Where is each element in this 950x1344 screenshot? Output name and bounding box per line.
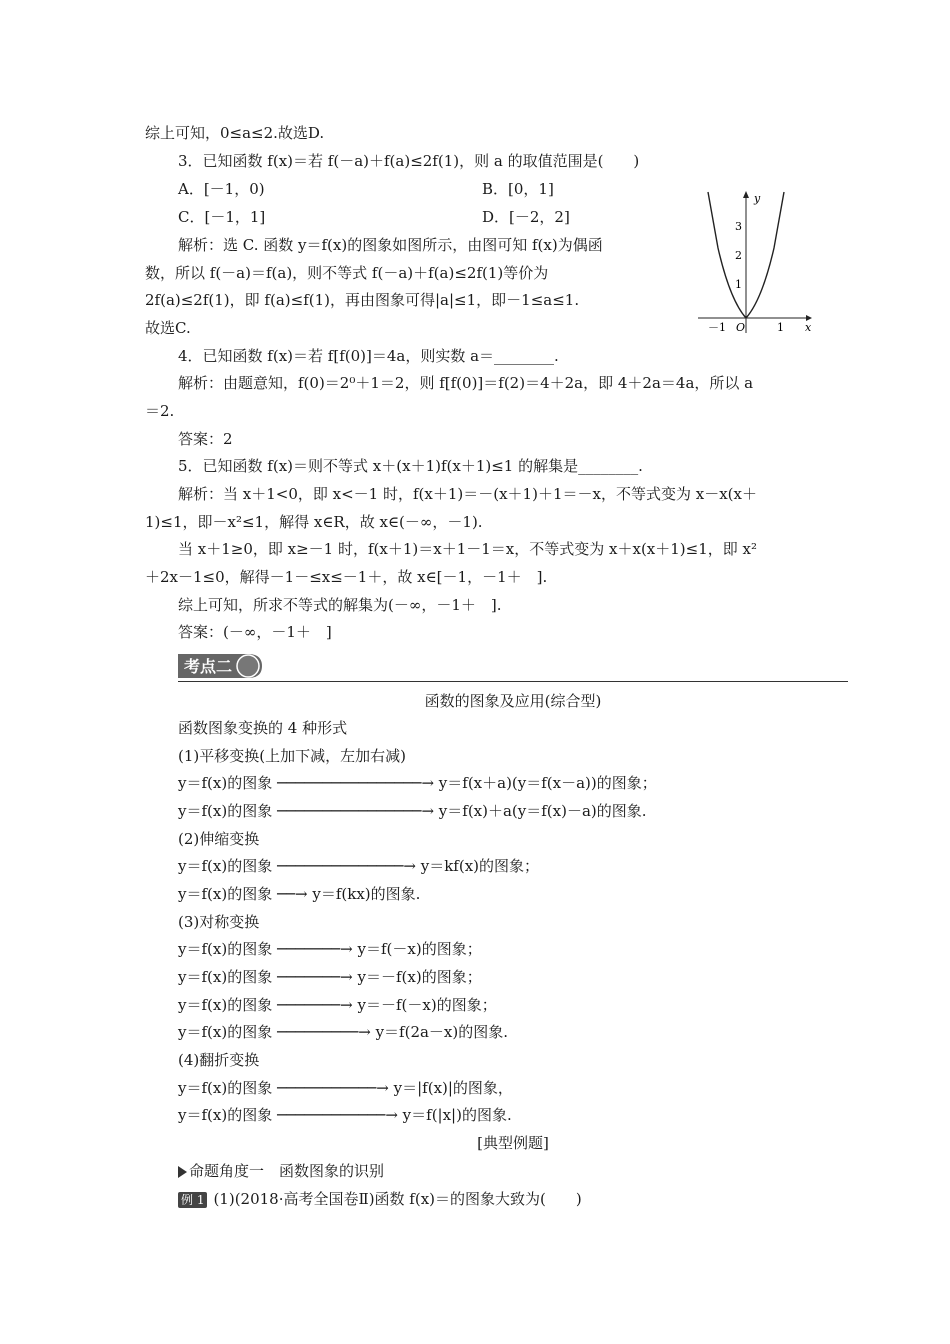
example-text: (1)(2018·高考全国卷Ⅱ)函数 f(x)＝的图象大致为( ) — [213, 1190, 582, 1208]
section-badge — [178, 652, 263, 680]
analysis-line: 解析：由题意知，f(0)＝2⁰＋1＝2，则 f[f(0)]＝f(2)＝4＋2a，即 4＋2a＝4a，所以 a — [178, 374, 754, 392]
typical-examples-heading: [典型例题] — [477, 1134, 549, 1152]
analysis-line: 解析：当 x＋1<0，即 x<－1 时，f(x＋1)＝－(x＋1)＋1＝－x，不等式变为 x－x(x＋ — [178, 485, 757, 503]
transform-line: y＝f(x)的图象 ───────────→ y＝|f(x)|的图象， — [178, 1079, 513, 1097]
answer-line: 答案：(－∞，－1＋ ] — [178, 623, 332, 641]
transform-line: y＝f(x)的图象 ────────────────→ y＝f(x＋a)(y＝f(x－a))的图象； — [178, 774, 657, 792]
y-axis-label: y — [754, 192, 761, 205]
y-tick-label: 3 — [735, 220, 742, 233]
question-5: 5．已知函数 f(x)＝则不等式 x＋(x＋1)f(x＋1)≤1 的解集是________. — [178, 457, 643, 475]
transform-line: y＝f(x)的图象 ──→ y＝f(kx)的图象. — [178, 885, 421, 903]
analysis-line: 故选C. — [145, 319, 191, 337]
answer-line: 答案：2 — [178, 430, 233, 448]
angle-heading — [178, 1161, 384, 1181]
transform-line: y＝f(x)的图象 ───────→ y＝－f(－x)的图象； — [178, 996, 497, 1014]
analysis-line: 1)≤1，即－x²≤1，解得 x∈R，故 x∈(－∞，－1). — [145, 513, 483, 531]
text-line: 综上可知，0≤a≤2.故选D. — [145, 124, 325, 142]
analysis-line: ＝2. — [145, 402, 175, 420]
analysis-line: ＋2x－1≤0，解得－1－≤x≤－1＋，故 x∈[－1，－1＋ ]. — [145, 568, 548, 586]
y-tick-label: 1 — [735, 278, 742, 291]
transform-line: y＝f(x)的图象 ────────────→ y＝f(|x|)的图象. — [178, 1106, 512, 1124]
section-title: 函数的图象及应用(综合型) — [424, 692, 602, 710]
example-line — [178, 1189, 582, 1209]
example-badge: 例 1 — [178, 1192, 207, 1208]
y-axis-arrow — [743, 191, 749, 198]
analysis-line: 数，所以 f(－a)＝f(a)，则不等式 f(－a)＋f(a)≤2f(1)等价为 — [145, 264, 549, 282]
x-tick-label: －1 — [708, 321, 726, 334]
transform-line: y＝f(x)的图象 ─────────→ y＝f(2a－x)的图象. — [178, 1023, 509, 1041]
x-tick-label: 1 — [777, 321, 784, 334]
subheading: (4)翻折变换 — [178, 1051, 260, 1069]
analysis-line: 2f(a)≤2f(1)，即 f(a)≤f(1)，再由图象可得|a|≤1，即－1≤a≤1. — [145, 291, 580, 309]
function-graph — [690, 188, 820, 336]
angle-label: 命题角度一 函数图象的识别 — [189, 1162, 385, 1180]
subheading: (1)平移变换(上加下减，左加右减) — [178, 747, 406, 765]
text-line: 函数图象变换的 4 种形式 — [178, 719, 348, 737]
option-d: D．[－2，2] — [482, 208, 570, 226]
section-badge-label: 考点二 — [184, 657, 233, 676]
question-4: 4．已知函数 f(x)＝若 f[f(0)]＝4a，则实数 a＝________. — [178, 347, 559, 365]
section-divider — [178, 681, 848, 682]
option-c: C．[－1，1] — [178, 208, 266, 226]
y-tick-label: 2 — [735, 249, 742, 262]
transform-line: y＝f(x)的图象 ───────→ y＝－f(x)的图象； — [178, 968, 482, 986]
subheading: (2)伸缩变换 — [178, 830, 260, 848]
option-a: A．[－1，0) — [178, 180, 265, 198]
analysis-line: 解析：选 C. 函数 y＝f(x)的图象如图所示，由图可知 f(x)为偶函 — [178, 236, 603, 254]
analysis-line: 当 x＋1≥0，即 x≥－1 时，f(x＋1)＝x＋1－1＝x，不等式变为 x＋x(x＋1)≤1，即 x² — [178, 540, 758, 558]
subheading: (3)对称变换 — [178, 913, 260, 931]
x-axis-label: x — [805, 321, 812, 334]
question-3: 3．已知函数 f(x)＝若 f(－a)＋f(a)≤2f(1)，则 a 的取值范围是( ) — [178, 152, 640, 170]
option-b: B．[0，1] — [482, 180, 554, 198]
transform-line: y＝f(x)的图象 ────────────────→ y＝f(x)＋a(y＝f(x)－a)的图象. — [178, 802, 647, 820]
analysis-line: 综上可知，所求不等式的解集为(－∞，－1＋ ]. — [178, 596, 502, 614]
transform-line: y＝f(x)的图象 ───────→ y＝f(－x)的图象； — [178, 940, 482, 958]
origin-label: O — [736, 321, 746, 334]
transform-line: y＝f(x)的图象 ──────────────→ y＝kf(x)的图象； — [178, 857, 540, 875]
play-icon — [178, 1166, 187, 1178]
